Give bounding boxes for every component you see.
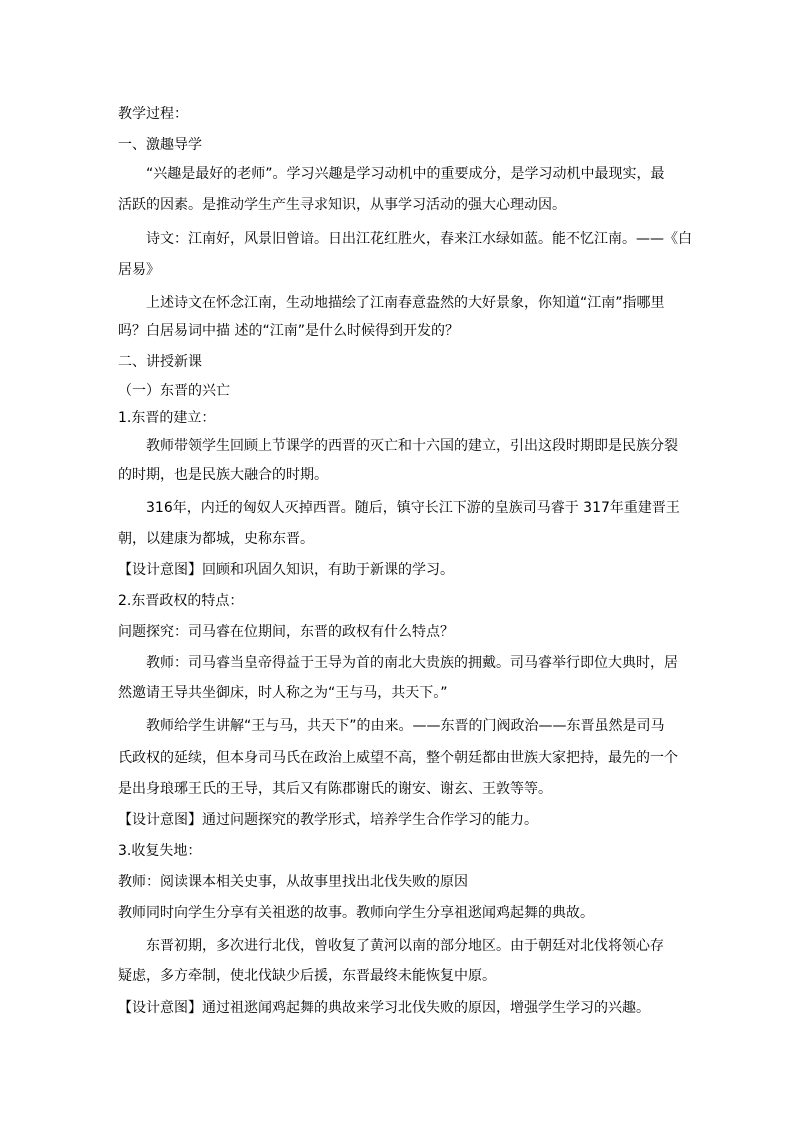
paragraph-line: 吗？白居易词中描 述的“江南”是什么时候得到开发的？ [118, 323, 459, 339]
paragraph-line: 朝，以建康为都城，史称东晋。 [118, 531, 314, 547]
paragraph-line: 氏政权的延续，但本身司马氏在政治上威望不高，整个朝廷都由世族大家把持，最先的一个 [118, 750, 678, 766]
paragraph-line: 教师：阅读课本相关史事，从故事里找出北伐失败的原因 [118, 874, 468, 890]
topic-heading-2: 2.东晋政权的特点： [118, 593, 244, 609]
design-intent-note: 【设计意图】通过祖逖闻鸡起舞的典故来学习北伐失败的原因，增强学生学习的兴趣。 [118, 1000, 650, 1016]
topic-heading-3: 3.收复失地： [118, 843, 202, 859]
heading-teaching-process: 教学过程： [118, 106, 188, 122]
paragraph-line: “兴趣是最好的老师”。学习兴趣是学习动机中的重要成分，是学习动机中最现实，最 [146, 166, 665, 182]
section-heading-2: 二、讲授新课 [118, 354, 202, 370]
section-heading-1: 一、激趣导学 [118, 137, 202, 153]
inquiry-question: 问题探究：司马睿在位期间，东晋的政权有什么特点？ [118, 624, 454, 640]
paragraph-line: 教师给学生讲解“王与马，共天下”的由来。——东晋的门阀政治——东晋虽然是司马 [146, 718, 665, 734]
paragraph-line: 是出身琅琊王氏的王导，其后又有陈郡谢氏的谢安、谢玄、王敦等等。 [118, 781, 552, 797]
paragraph-line: 教师同时向学生分享有关祖逖的故事。教师向学生分享祖逖闻鸡起舞的典故。 [118, 905, 594, 921]
paragraph-line: 的时期，也是民族大融合的时期。 [118, 467, 328, 483]
paragraph-line: 居易》 [118, 262, 160, 278]
paragraph-line: 教师：司马睿当皇帝得益于王导为首的南北大贵族的拥戴。司马睿举行即位大典时，居 [146, 655, 678, 671]
paragraph-line: 疑虑，多方牵制，使北伐缺少后援，东晋最终未能恢复中原。 [118, 968, 496, 984]
paragraph-line: 316年，内迁的匈奴人灭掉西晋。随后，镇守长江下游的皇族司马睿于 317年重建晋王 [146, 500, 680, 516]
subsection-heading: （一）东晋的兴亡 [118, 383, 230, 399]
paragraph-line: 活跃的因素。是推动学生产生寻求知识，从事学习活动的强大心理动因。 [118, 197, 566, 213]
topic-heading-1: 1.东晋的建立： [118, 410, 216, 426]
paragraph-line: 教师带领学生回顾上节课学的西晋的灭亡和十六国的建立，引出这段时期即是民族分裂 [146, 438, 678, 454]
paragraph-line: 诗文：江南好，风景旧曾谙。日出江花红胜火，春来江水绿如蓝。能不忆江南。——《白 [146, 231, 692, 247]
design-intent-note: 【设计意图】通过问题探究的教学形式，培养学生合作学习的能力。 [118, 812, 538, 828]
design-intent-note: 【设计意图】回顾和巩固久知识，有助于新课的学习。 [118, 562, 454, 578]
paragraph-line: 上述诗文在怀念江南，生动地描绘了江南春意盎然的大好景象，你知道“江南”指哪里 [146, 295, 665, 311]
paragraph-line: 东晋初期，多次进行北伐，曾收复了黄河以南的部分地区。由于朝廷对北伐将领心存 [146, 938, 664, 954]
paragraph-line: 然邀请王导共坐御床，时人称之为“王与马，共天下。” [118, 685, 448, 701]
